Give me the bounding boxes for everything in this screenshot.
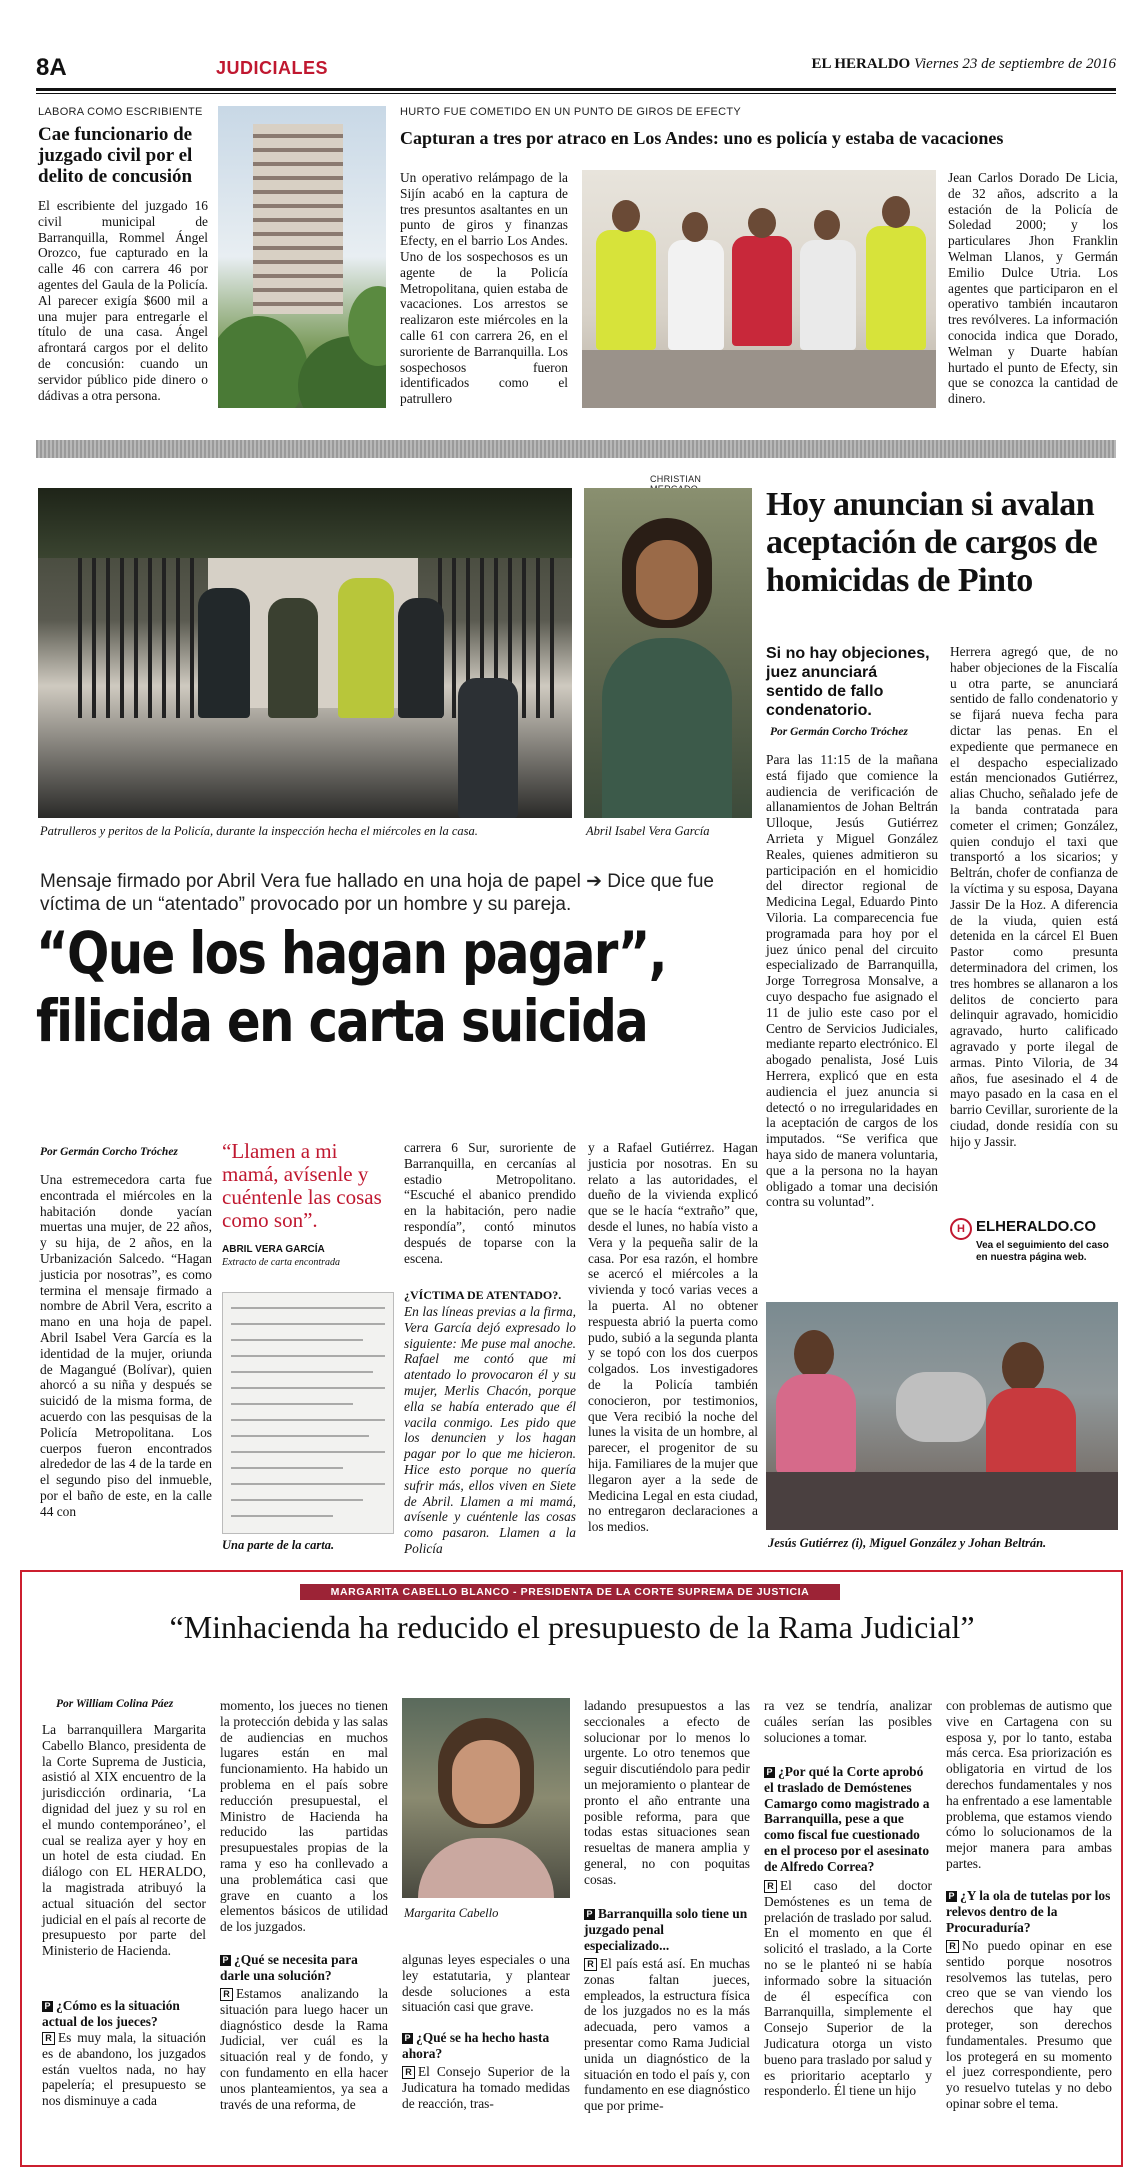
interview-a1 <box>42 2030 206 2109</box>
woman-caption: Abril Isabel Vera García <box>586 824 710 838</box>
story2-kicker: HURTO FUE COMETIDO EN UN PUNTO DE GIROS DE EFECTY <box>400 106 742 118</box>
answer-icon: R <box>764 1880 777 1893</box>
story3-headline-1[interactable]: “Que los hagan pagar”, <box>36 919 666 987</box>
quote-source: Extracto de carta encontrada <box>222 1257 341 1268</box>
answer-icon: R <box>584 1958 597 1971</box>
q1-text: ¿Cómo es la situación actual de los jueces? <box>42 1998 180 2029</box>
promo-site: ELHERALDO.CO <box>976 1218 1096 1235</box>
story2-body-right: Jean Carlos Dorado De Licia, de 32 años, adscrito a la estación de la Policía de Soledad 2000; y los particulares Jhon Franklin Welman Llanos, y Germán Emilio Dulce Utria. Los agentes que participaron en el operativo también incautaron tres revólveres. La información conocida indica que Dorado, Welman y Duarte habían hurtado el punto de Efecty, sin que se conozca la cantidad de dinero. <box>948 170 1118 407</box>
story4-headline[interactable]: Hoy anuncian si avalan aceptación de cargos de homicidas de Pinto <box>766 486 1098 599</box>
section-divider <box>36 440 1116 458</box>
story3-subhead: ¿VÍCTIMA DE ATENTADO?. <box>404 1288 562 1302</box>
story2-headline[interactable]: Capturan a tres por atraco en Los Andes: uno es policía y estaba de vacaciones <box>400 128 1004 148</box>
interview-col5: ra vez se tendría, analizar cuáles serían las posibles soluciones a tomar. <box>764 1698 932 1745</box>
paper-name: EL HERALDO <box>811 56 911 72</box>
suspects-photo <box>582 170 936 408</box>
judge-photo <box>402 1698 570 1898</box>
q2-text: ¿Qué se necesita para darle una solución? <box>220 1952 358 1983</box>
interview-a5 <box>764 1878 932 2099</box>
promo-text: Vea el seguimiento del caso en nuestra página web. <box>976 1240 1109 1263</box>
interview-bar: MARGARITA CABELLO BLANCO - PRESIDENTA DE LA CORTE SUPREMA DE JUSTICIA <box>300 1584 840 1600</box>
interview-q5 <box>764 1764 932 1875</box>
q3-text: ¿Qué se ha hecho hasta ahora? <box>402 2030 550 2061</box>
story4-col1: Para las 11:15 de la mañana está fijado que comience la audiencia de verificación de allanamientos de Johan Beltrán Ulloque, Jesús Gutiérrez Arrieta y Miguel González Reales, quienes admitieron su participación en el homicidio del director regional de Medicina Legal, Eduardo Pinto Viloria. La comparecencia fue programada para hoy por el juez único penal del circuito especializado de Barranquilla, Jorge Torregrosa Monsalve, a cuyo despacho fue asignado el 11 de julio este caso por el Centro de Servicios Judiciales, mediante reparto electrónico. El abogado penalista, José Luis Herrera, explicó que en esta audiencia el juez anuncia si detectó o no irregularidades en la aceptación de cargos de los imputados. “Se verifica que haya sido de manera voluntaria, que a la persona no la hayan obligado a tomar una decisión contra su voluntad”. <box>766 752 938 1210</box>
pull-quote: “Llamen a mi mamá, avísenle y cuéntenle las cosas como son”. <box>222 1139 382 1232</box>
crime-scene-photo <box>38 488 572 818</box>
section-name: JUDICIALES <box>216 58 329 78</box>
web-promo[interactable] <box>950 1218 1116 1270</box>
page-number: 8A <box>36 54 67 81</box>
interview-q4 <box>584 1906 750 1953</box>
q5-text: ¿Por qué la Corte aprobó el traslado de Demóstenes Camargo como magistrado a Barranquilla, pese a que como fiscal fue cuestionado en el proceso por el asesinato de Alfredo Correa? <box>764 1764 930 1874</box>
answer-icon: R <box>946 1940 959 1953</box>
story3-col3: carrera 6 Sur, suroriente de Barranquilla, en cercanías al estadio Metropolitano. “Escuché el abanico prendido en la habitación, pero nadie respondía”, contó minutos después de toparse con la escena. <box>404 1140 576 1266</box>
quote-author: ABRIL VERA GARCÍA <box>222 1244 325 1255</box>
interview-a3 <box>402 2064 570 2111</box>
answer-icon: R <box>42 2032 55 2045</box>
story4-col2: Herrera agregó que, de no haber objeciones de la Fiscalía u otra parte, se anunciará sentido de fallo condenatorio y se fijará nueva fecha para dictar las penas. En el expediente que permanece en el despacho especializado están mencionados Gutiérrez, alias Chucho, señalado jefe de la banda contratada para cometer el crimen; González, quien condujo el taxi que transportó a los sicarios; y Beltrán, chofer de confianza de la víctima y su esposa, Dayana Jassir De la Hoz. A diferencia de la viuda, quien está detenida en la cárcel El Buen Pastor como presunta determinadora del crimen, los tres hombres se allanaron a los delitos de concierto para delinquir agravado, homicidio agravado, hurto calificado agravado y porte ilegal de armas. Pinto Viloria, de 34 años, fue asesinado el 4 de mayo pasado en la casa en el barrio Cevillar, suroriente de la ciudad, donde residía con su hijo y Jassir. <box>950 644 1118 1149</box>
accused-caption: Jesús Gutiérrez (i), Miguel González y Johan Beltrán. <box>768 1536 1047 1550</box>
photo-credit: CHRISTIAN <box>650 474 702 484</box>
story4-deck: Si no hay objeciones, juez anunciará sentido de fallo condenatorio. <box>766 645 930 719</box>
question-icon: P <box>402 2033 413 2044</box>
interview-headline[interactable]: “Minhacienda ha reducido el presupuesto de la Rama Judicial” <box>169 1609 975 1645</box>
building-photo <box>218 106 386 408</box>
a6-text: No puedo opinar en ese sentido porque nosotros resolvemos las tutelas, pero creo que se van viendo los derechos que hay que proteger, son derechos fundamentales. Presumo que los protegerá en su momento el juez correspondiente, pero yo resuelvo tutelas y no debo opinar sobre el tema. <box>946 1938 1112 2111</box>
interview-byline: Por William Colina Páez <box>56 1698 174 1710</box>
question-icon: P <box>764 1767 775 1778</box>
letter-photo <box>222 1292 394 1534</box>
judge-caption: Margarita Cabello <box>404 1906 499 1920</box>
story3-col4: y a Rafael Gutiérrez. Hagan justicia por nosotras. En su relato a las autoridades, el dueño de la vivienda explicó que se le hacía “extraño” que, desde el lunes, no había visto a Vera y la pequeña salir de la casa. Por esa razón, el hombre se acercó el miércoles a la vivienda y tocó varias veces a la puerta. Al no obtener respuesta abrió la puerta como pudo, subió a la segunda planta y se topó con los dos cuerpos colgados. Los investigadores de la Policía también conocieron, por testimonios, que Vera recibió la noche del lunes la visita de un hombre, al parecer, el progenitor de su hija. Familiares de la mujer que llegaron ayer a la sede de Medicina Legal en esta ciudad, no entregaron declaraciones a los medios. <box>588 1140 758 1535</box>
accused-photo <box>766 1302 1118 1530</box>
question-icon: P <box>946 1891 957 1902</box>
story4-byline: Por Germán Corcho Tróchez <box>770 726 908 738</box>
interview-col6: con problemas de autismo que vive en Cartagena con su esposa y, por lo tanto, estaba más cerca. Esa priorización es obligatoria en virtud de los derechos fundamentales y nos ha enfrentado a ese lamentable problema, que estamos viendo cómo lo solucionamos de la mejor manera para ambas partes. <box>946 1698 1112 1871</box>
header-rule <box>36 88 1116 91</box>
header-rule-thin <box>36 93 1116 94</box>
interview-a2 <box>220 1986 388 2112</box>
answer-icon: R <box>220 1988 233 2001</box>
scene-caption: Patrulleros y peritos de la Policía, durante la inspección hecha el miércoles en la casa. <box>40 824 478 838</box>
interview-col3: algunas leyes especiales o una ley estatutaria, y plantear desde soluciones a esta situación casi que grave. <box>402 1952 570 2015</box>
question-icon: P <box>584 1909 595 1920</box>
woman-photo <box>584 488 752 818</box>
a5-text: El caso del doctor Demóstenes es un tema de prelación de traslado por salud. En el momento en que él solicitó el traslado, a la Corte no se le planteó ni se había informado sobre la situación de él específica con Barranquilla, simplemente el Consejo Superior de la Judicatura otorga un visto bueno para traslado por salud y es prioritario aceptarlo y responderlo. Él tiene un hijo <box>764 1878 932 2099</box>
question-icon: P <box>220 1955 231 1966</box>
story3-col3b: En las líneas previas a la firma, Vera García dejó expresado lo siguiente: Me puse mal anoche. Rafael me contó que mi atentado lo provocaron él y su mujer, Merlis Chacón, porque ella se había enterado que él vacila conmigo. Les pido que los denuncien y los hagan pagar por lo que me hicieron. Hice esto porque no quería sufrir más, ellos viven en Siete de Abril. Llamen a mi mamá, avísenle y cuéntenle las cosas como pasaron. Llamen a la Policía <box>404 1304 576 1556</box>
story2-body-left: Un operativo relámpago de la Sijín acabó en la captura de tres presuntos asaltantes en un punto de giros y finanzas Efecty, en el barrio Los Andes. Uno de los sospechosos es un agente de la Policía Metropolitana, quien estaba de vacaciones. Los arrestos se realizaron este miércoles en la calle 61 con carrera 26, en el suroriente de Barranquilla. Los sospechosos fueron identificados como el patrullero <box>400 170 568 407</box>
letter-caption: Una parte de la carta. <box>222 1538 335 1552</box>
a4-text: El país está así. En muchas zonas faltan jueces, empleados, la estructura física de los juzgados no es la más adecuada, pero vamos a presentar como Rama Judicial unida un diagnóstico de la situación en todo el país y, con fundamento en ese diagnóstico que por prime- <box>584 1956 750 2114</box>
interview-col4: ladando presupuestos a las seccionales a efecto de solucionar por lo menos lo urgente. Lo otro tenemos que seguir discutiéndolo para pedir un mejoramiento o plantear de pronto el año entrante una posible reforma, para que todas estas situaciones sean resueltas de manera amplia y general, no con poquitas cosas. <box>584 1698 750 1887</box>
heraldo-logo-icon: H <box>950 1218 972 1240</box>
a1-text: Es muy mala, la situación es de abandono, los juzgados están vueltos nada, no hay papelería; el presupuesto se nos disminuye a cada <box>42 2030 206 2109</box>
question-icon: P <box>42 2001 53 2012</box>
paper-date <box>811 56 1116 73</box>
story1-headline[interactable]: Cae funcionario de juzgado civil por el delito de concusión <box>38 124 193 187</box>
story3-byline: Por Germán Corcho Tróchez <box>40 1146 178 1158</box>
story3-headline-2[interactable]: filicida en carta suicida <box>36 987 648 1055</box>
a3-text: El Consejo Superior de la Judicatura ha tomado medidas de reacción, tras- <box>402 2064 570 2111</box>
interview-q2 <box>220 1952 388 1984</box>
interview-a6 <box>946 1938 1112 2112</box>
page-header <box>36 50 1116 90</box>
answer-icon: R <box>402 2066 415 2079</box>
story1-body: El escribiente del juzgado 16 civil municipal de Barranquilla, Rommel Ángel Orozco, fue capturado en la calle 46 con carrera 46 por agentes del Gaula de la Policía. Al parecer exigía $600 mil a una mujer para entregarle el título de una casa. Ángel afrontará cargos por el delito de concusión: cuando un servidor público pide dinero o dádivas a otra persona. <box>38 198 208 403</box>
story3-col1: Una estremecedora carta fue encontrada el miércoles en la habitación donde yacían muertas una mujer, de 22 años, y su hija, de 2 años, en la Urbanización Salcedo. “Hagan justicia por nosotras”, es como termina el mensaje firmado a nombre de Abril Vera, escrito a mano en una hoja de papel. Abril Isabel Vera García es la identidad de la mujer, oriunda de Magangué (Bolívar), quien ahorcó a su niña y después se suicidó de la misma forma, de acuerdo con las pesquisas de la Policía Metropolitana. Los cuerpos fueron encontrados alrededor de las 4 de la tarde en el segundo piso del inmueble, por el baño de este, en la calle 44 con <box>40 1172 212 1519</box>
issue-date: Viernes 23 de septiembre de 2016 <box>913 56 1116 72</box>
interview-col1: La barranquillera Margarita Cabello Blanco, presidenta de la Corte Suprema de Justicia, asistió al XIX encuentro de la jurisdicción ordinaria, ‘La dignidad del juez y su rol en el mundo contemporáneo’, el cual se realiza ayer y hoy en un hotel de esta ciudad. En diálogo con EL HERALDO, la magistrada atribuyó la actual situación del sector judicial en el país al recorte de presupuesto por parte del Ministerio de Hacienda. <box>42 1722 206 1959</box>
interview-q3 <box>402 2030 570 2062</box>
q6-text: ¿Y la ola de tutelas por los relevos dentro de la Procuraduría? <box>946 1888 1111 1935</box>
interview-q1 <box>42 1998 206 2030</box>
a2-text: Estamos analizando la situación para luego hacer un diagnóstico desde la Rama Judicial, ver cuál es la situación real y de fondo, y con fundamento en ella hacer unos planteamientos, ya sea a través de una reforma, de <box>220 1986 388 2112</box>
interview-a4 <box>584 1956 750 2114</box>
story3-deck: Mensaje firmado por Abril Vera fue hallado en una hoja de papel ➔ Dice que fue víctima de un “atentado” provocado por un hombre y su pareja. <box>40 871 714 915</box>
interview-q6 <box>946 1888 1112 1935</box>
q4-text: Barranquilla solo tiene un juzgado penal especializado... <box>584 1906 748 1953</box>
interview-col2: momento, los jueces no tienen la protección debida y las salas de audiencias en muchos lugares están en mal funcionamiento. Ha habido un problema en el país sobre reducción presupuestal, el Ministro de Hacienda ha reducido las partidas presupuestales propias de la rama y eso ha conllevado a una problemática casi que grave en cuanto a los elementos básicos de utilidad de los juzgados. <box>220 1698 388 1935</box>
story1-kicker: LABORA COMO ESCRIBIENTE <box>38 106 203 118</box>
